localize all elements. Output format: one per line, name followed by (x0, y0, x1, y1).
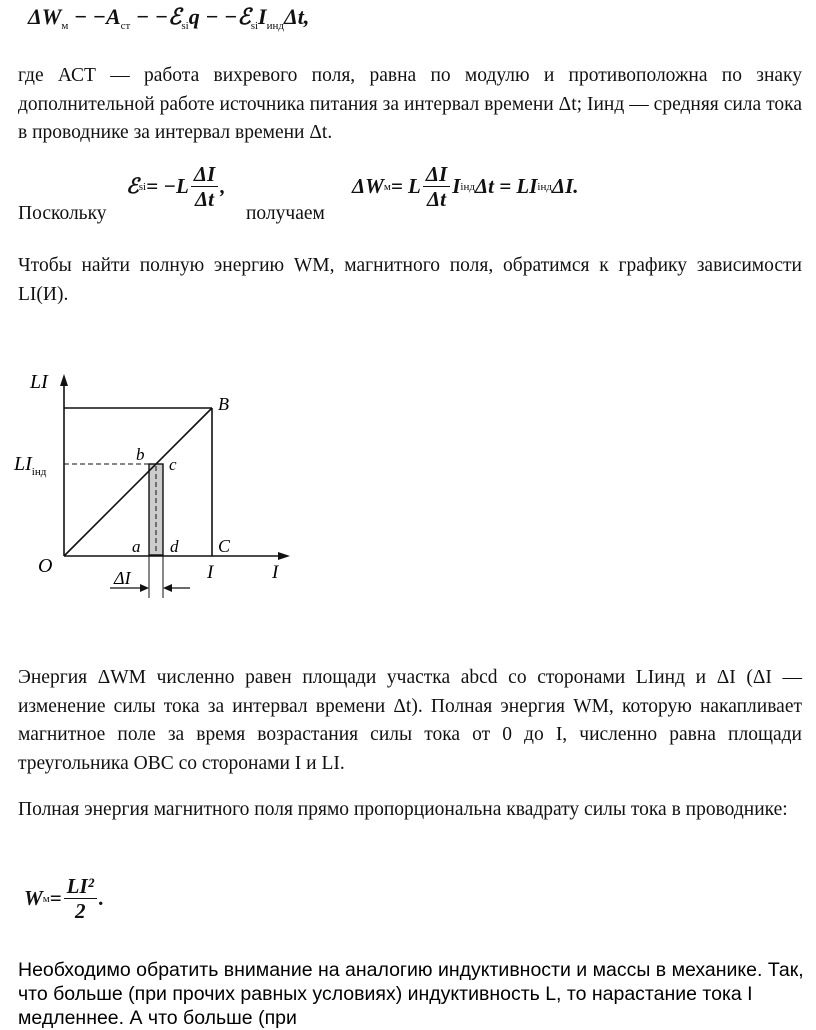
paragraph-energy-area: Энергия ΔWM численно равен площади участка abcd со сторонами LIинд и ΔI (ΔI — изменение силы тока за интервал времени Δt). Полная энергия WM, которую накапливает магнитное поле за время возрастания силы тока от 0 до I, численно равна площади треугольника OBC со сторонами I и LI. (18, 667, 802, 774)
y-tick-label: $LI_{інд}$ (14, 453, 47, 478)
point-c-label: c (169, 455, 177, 474)
formula-emf: ℰ si = −L $\frac{\Delta I}{\Delta t}$ , (126, 162, 226, 211)
point-a-label: a (132, 537, 141, 556)
delta-arrowhead-left (140, 584, 149, 592)
delta-arrowhead-right (163, 584, 172, 592)
li-vs-i-graph (0, 360, 320, 610)
point-b-label: b (136, 445, 145, 464)
paragraph-proportional: Полная энергия магнитного поля прямо пропорциональна квадрату силы тока в проводнике: (18, 799, 788, 820)
paragraph-analogy: Необходимо обратить внимание на аналогию индуктивности и массы в механике. Так, что больше (при прочих равных условиях) индуктивность L, то нарастание тока I медленнее. А что больше (при (18, 959, 804, 1029)
formula-energy-step: ΔW м = L $\frac{\Delta I}{\Delta t}$ I інд Δt = LI інд ΔI. (352, 162, 579, 211)
we-get-word: получаем (246, 203, 325, 224)
delta-i-label: ΔI (114, 568, 131, 588)
paragraph-graph-intro: Чтобы найти полную энергию WM, магнитного поля, обратимся к графику зависимости LI(И). (18, 255, 802, 305)
formula-total-energy: W м = $\frac{\text{LI²}}{2}$ . (24, 874, 105, 923)
y-axis-arrow (60, 374, 68, 386)
point-C-label: C (218, 536, 231, 556)
paragraph-definitions: где АСТ — работа вихревого поля, равна по модулю и противоположна по знаку дополнительной работе источника питания за интервал времени Δt; Iинд — средняя сила тока в проводнике за интервал времени Δt. (18, 65, 802, 143)
x-axis-arrow (278, 552, 290, 560)
since-word: Поскольку (18, 203, 107, 224)
origin-label: O (38, 555, 53, 577)
x-tick-label: I (207, 562, 214, 583)
y-axis-label: LI (30, 371, 48, 393)
diagonal-OB (64, 408, 212, 556)
point-B-label: B (218, 394, 229, 414)
point-d-label: d (170, 537, 179, 556)
x-axis-label: I (272, 562, 279, 583)
formula-energy-change: $\Delta W_м - -A_{ст}$ − −ℰ$_{si}$q − $-ℰ_{si}I_{инд}\Delta t$, (28, 4, 310, 32)
